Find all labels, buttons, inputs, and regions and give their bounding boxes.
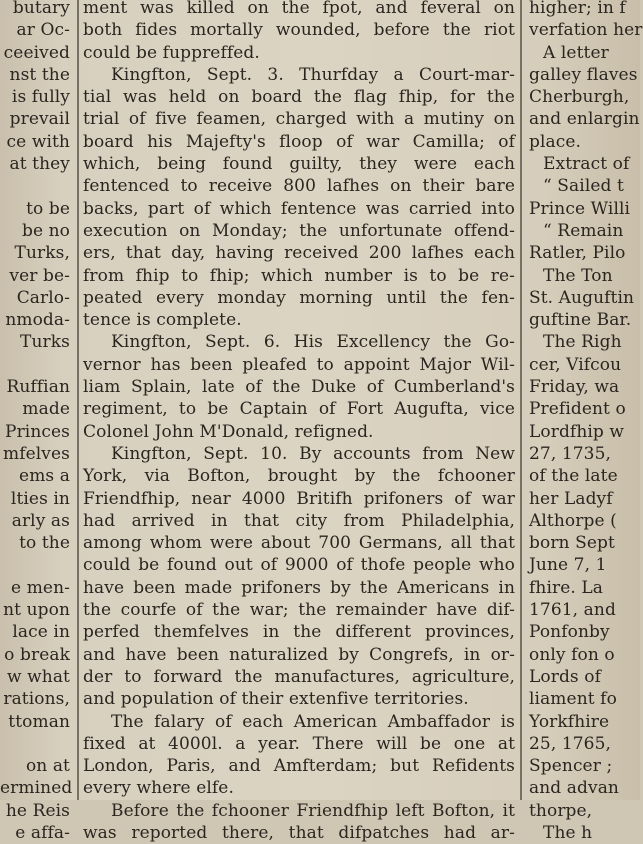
text-line: made xyxy=(22,399,70,420)
text-line: which, being found guilty, they were each xyxy=(83,154,515,175)
text-line: was reported there, that difpatches had ar- xyxy=(83,822,515,843)
text-line: Kingfton, Sept. 6. His Excellency the Go- xyxy=(111,332,515,353)
text-line: tence is complete. xyxy=(83,310,242,331)
text-line: born Sept xyxy=(529,533,615,554)
text-line: ment was killed on the fpot, and feveral on xyxy=(83,0,515,18)
text-line: only fon o xyxy=(529,644,615,665)
text-line: and enlargin xyxy=(529,109,640,130)
text-line: Ruffian xyxy=(6,377,70,398)
text-line: arly as xyxy=(11,510,70,531)
text-line: Turks, xyxy=(14,243,70,264)
text-line: board his Majefty's floop of war Camilla; of xyxy=(83,131,515,152)
text-line: nst the xyxy=(9,64,70,85)
text-line: York, via Bofton, brought by the fchooner xyxy=(83,466,515,487)
text-line: ce with xyxy=(6,131,70,152)
text-line: “ Sailed t xyxy=(543,176,624,197)
text-line: peated every monday morning until the fen- xyxy=(83,287,515,308)
text-line: and population of their extenfive territories. xyxy=(83,689,469,710)
text-line: The Righ xyxy=(543,332,622,353)
text-line xyxy=(0,554,72,576)
text-line: Lords of xyxy=(529,666,601,687)
text-line: ver be- xyxy=(9,265,70,286)
text-line: prevail xyxy=(9,109,70,130)
text-line: lties in xyxy=(10,488,70,509)
text-line: nmoda- xyxy=(5,310,70,331)
text-line: backs, part of which fentence was carried into xyxy=(83,198,515,219)
text-line: fixed at 4000l. a year. There will be one at xyxy=(83,733,515,754)
text-line: ceeived xyxy=(3,42,70,63)
text-line: at they xyxy=(9,154,70,175)
text-line: Kingfton, Sept. 10. By accounts from New xyxy=(111,443,515,464)
text-line: lace in xyxy=(12,622,70,643)
text-line: butary xyxy=(12,0,70,18)
text-line: Turks xyxy=(20,332,70,353)
text-line: Colonel John M'Donald, refigned. xyxy=(83,421,374,442)
text-line: higher; in f xyxy=(529,0,626,18)
text-line: 27, 1735, xyxy=(529,443,612,464)
text-line xyxy=(0,354,72,376)
text-line: A letter xyxy=(543,42,609,63)
text-line: every where elfe. xyxy=(83,778,234,799)
text-line: both fides mortally wounded, before the riot xyxy=(83,20,515,41)
text-line: Althorpe ( xyxy=(529,510,617,531)
text-line: ers, that day, having received 200 lafhes each xyxy=(83,243,515,264)
text-line: ttoman xyxy=(8,711,70,732)
text-line: der to forward the manufactures, agriculture, xyxy=(83,666,515,687)
text-line: thorpe, xyxy=(529,800,593,821)
text-line: execution on Monday; the unfortunate offend- xyxy=(83,220,515,241)
text-line: Friday, wa xyxy=(529,377,620,398)
text-line: cer, Vifcou xyxy=(529,354,622,375)
text-line: Ponfonby xyxy=(529,622,610,643)
text-line: 25, 1765, xyxy=(529,733,612,754)
text-line: liam Splain, late of the Duke of Cumberland's xyxy=(83,377,515,398)
text-line: Before the fchooner Friendfhip left Bofton, it xyxy=(111,800,515,821)
text-line: Extract of xyxy=(543,154,630,175)
text-line: the courfe of the war; the remainder have dif- xyxy=(83,600,515,621)
text-line: The Ton xyxy=(543,265,613,286)
text-line: 1761, and xyxy=(529,600,616,621)
text-line: The h xyxy=(543,822,593,843)
text-line: regiment, to be Captain of Fort Augufta, vice xyxy=(83,399,515,420)
text-line: on at xyxy=(25,756,70,777)
text-line: to be xyxy=(26,198,70,219)
text-line xyxy=(0,733,72,755)
text-line: could be fuppreffed. xyxy=(83,42,260,63)
text-line: is fully xyxy=(11,87,70,108)
text-line: trial of five feamen, charged with a mutiny on xyxy=(83,109,515,130)
right-column xyxy=(527,0,643,843)
column-rule-left xyxy=(77,0,79,800)
text-line: perfed themfelves in the different provinces, xyxy=(83,622,515,643)
text-line: Spencer ; xyxy=(529,756,613,777)
text-line: Yorkfhire xyxy=(529,711,610,732)
text-line: nt upon xyxy=(3,600,70,621)
text-line: Lordfhip w xyxy=(529,421,625,442)
text-line: among whom were about 700 Germans, all that xyxy=(83,533,515,554)
text-line: ar Oc- xyxy=(16,20,70,41)
column-rule-right xyxy=(520,0,522,800)
text-line: w what xyxy=(6,666,70,687)
text-line: he Reis xyxy=(5,800,70,821)
text-line: Kingfton, Sept. 3. Thurfday a Court-mar- xyxy=(111,64,515,85)
text-line: ems a xyxy=(19,466,70,487)
text-line: Friendfhip, near 4000 Britifh prifoners of war xyxy=(83,488,515,509)
text-line: be no xyxy=(21,220,70,241)
text-line: Cherburgh, xyxy=(529,87,630,108)
text-line: Prince Willi xyxy=(529,198,631,219)
text-line: Ratler, Pilo xyxy=(529,243,626,264)
text-line xyxy=(0,175,72,197)
text-line: e affa- xyxy=(15,822,70,843)
text-line: her Ladyf xyxy=(529,488,613,509)
text-line: verfation her xyxy=(529,20,643,41)
text-line: guftine Bar. xyxy=(529,310,632,331)
text-line: The falary of each American Ambaffador is xyxy=(111,711,515,732)
text-line: and have been naturalized by Congrefs, in or- xyxy=(83,644,515,665)
text-line: tial was held on board the flag fhip, for the xyxy=(83,87,515,108)
text-line: of the late xyxy=(529,466,618,487)
text-line: galley flaves xyxy=(529,64,638,85)
left-column-text xyxy=(0,0,72,844)
middle-column-text xyxy=(83,0,515,844)
text-line: vernor has been pleafed to appoint Major Wil- xyxy=(83,354,515,375)
right-column-text xyxy=(527,0,643,844)
text-line: rations, xyxy=(3,689,70,710)
text-line: “ Remain xyxy=(543,220,624,241)
text-line: o break xyxy=(4,644,70,665)
text-line: liament fo xyxy=(529,689,617,710)
text-line: London, Paris, and Amfterdam; but Refidents xyxy=(83,756,515,777)
text-line: e men- xyxy=(11,577,70,598)
text-line: fentenced to receive 800 lafhes on their bare xyxy=(83,176,515,197)
text-line: had arrived in that city from Philadelphia, xyxy=(83,510,515,531)
text-line: St. Auguftin xyxy=(529,287,635,308)
text-line: from fhip to fhip; which number is to be re- xyxy=(83,265,515,286)
text-line: fhire. La xyxy=(529,577,603,598)
text-line: Prefident o xyxy=(529,399,626,420)
text-line: could be found out of 9000 of thofe people who xyxy=(83,555,515,576)
text-line: Princes xyxy=(5,421,70,442)
text-line: place. xyxy=(529,131,582,152)
text-line: and advan xyxy=(529,778,619,799)
middle-column xyxy=(83,0,515,843)
text-line: Carlo- xyxy=(16,287,70,308)
text-line: have been made prifoners by the Americans in xyxy=(83,577,515,598)
left-column xyxy=(0,0,73,843)
text-line: mfelves xyxy=(3,443,70,464)
text-line: ermined xyxy=(0,778,73,799)
text-line: to the xyxy=(19,533,70,554)
text-line: June 7, 1 xyxy=(529,555,607,576)
